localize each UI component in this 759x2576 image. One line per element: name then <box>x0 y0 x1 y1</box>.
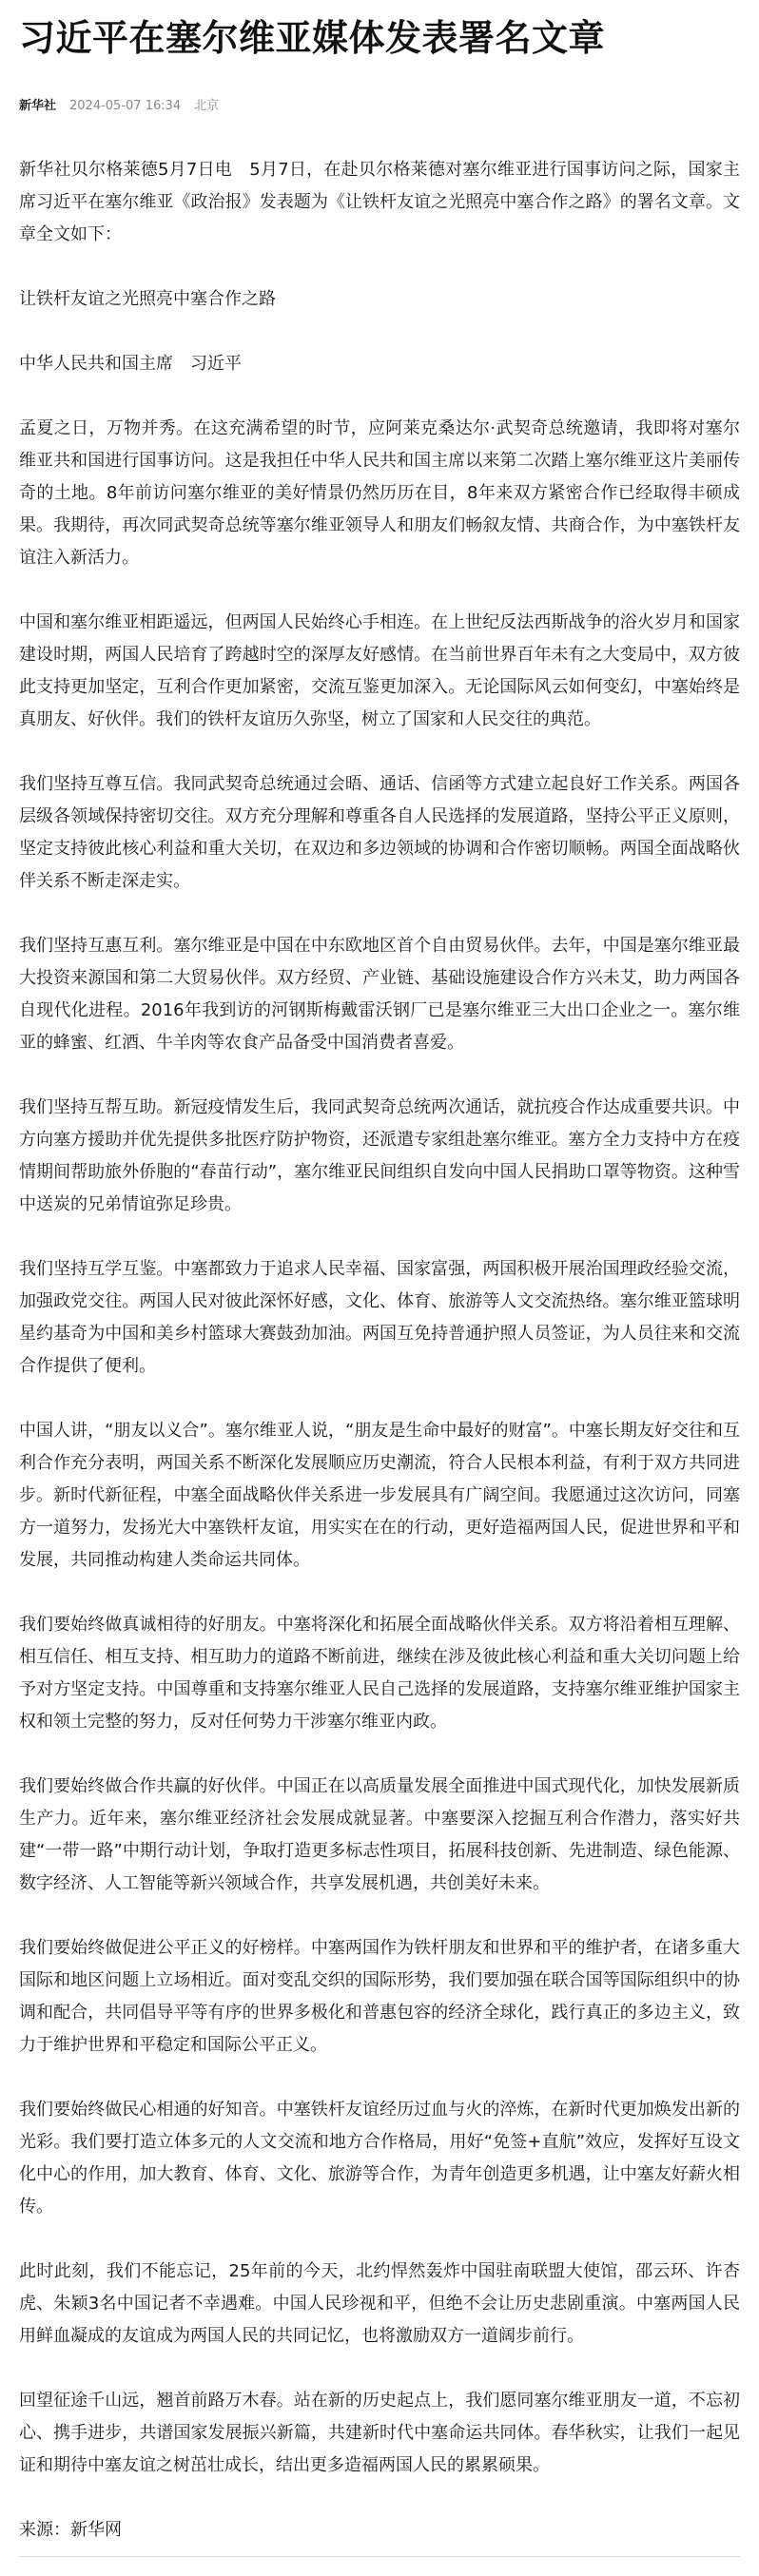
paragraph: 我们要始终做促进公平正义的好榜样。中塞两国作为铁杆朋友和世界和平的维护者，在诸多重大国际和地区问题上立场相近。面对变乱交织的国际形势，我们要加强在联合国等国际组织中的协调和配合，共同倡导平等有序的世界多极化和普惠包容的经济全球化，践行真正的多边主义，致力于维护世界和平稳定和国际公平正义。 <box>19 1938 740 2055</box>
essay-title: 让铁杆友谊之光照亮中塞合作之路 <box>19 289 276 309</box>
article-location: 北京 <box>194 99 220 113</box>
bottom-divider <box>19 2556 740 2557</box>
footer-source: 来源：新华网 <box>19 2520 122 2540</box>
paragraph: 孟夏之日，万物并秀。在这充满希望的时节，应阿莱克桑达尔·武契奇总统邀请，我即将对塞尔维亚共和国进行国事访问。这是我担任中华人民共和国主席以来第二次踏上塞尔维亚这片美丽传奇的土地。8年前访问塞尔维亚的美好情景仍然历历在目，8年来双方紧密合作已经取得丰硕成果。我期待，再次同武契奇总统等塞尔维亚领导人和朋友们畅叙友情、共商合作，为中塞铁杆友谊注入新活力。 <box>19 418 740 568</box>
article-datetime: 2024-05-07 16:34 <box>69 99 182 113</box>
paragraph: 我们要始终做民心相通的好知音。中塞铁杆友谊经历过血与火的淬炼，在新时代更加焕发出新的光彩。我们要打造立体多元的人文交流和地方合作格局，用好“免签+直航”效应，发挥好互设文化中心的作用，加大教育、体育、文化、旅游等合作，为青年创造更多机遇，让中塞友好薪火相传。 <box>19 2100 740 2217</box>
paragraph: 中国人讲，“朋友以义合”。塞尔维亚人说，“朋友是生命中最好的财富”。中塞长期友好交往和互利合作充分表明，两国关系不断深化发展顺应历史潮流，符合人民根本利益，有利于双方共同进步。新时代新征程，中塞全面战略伙伴关系进一步发展具有广阔空间。我愿通过这次访问，同塞方一道努力，发扬光大中塞铁杆友谊，用实实在在的行动，更好造福两国人民，促进世界和平和发展，共同推动构建人类命运共同体。 <box>19 1421 740 1570</box>
paragraph: 此时此刻，我们不能忘记，25年前的今天，北约悍然轰炸中国驻南联盟大使馆，邵云环、许杏虎、朱颖3名中国记者不幸遇难。中国人民珍视和平，但绝不会让历史悲剧重演。中塞两国人民用鲜血凝成的友谊成为两国人民的共同记忆，也将激励双方一道阔步前行。 <box>19 2261 740 2346</box>
paragraph: 我们要始终做真诚相待的好朋友。中塞将深化和拓展全面战略伙伴关系。双方将沿着相互理解、相互信任、相互支持、相互助力的道路不断前进，继续在涉及彼此核心利益和重大关切问题上给予对方坚定支持。中国尊重和支持塞尔维亚人民自己选择的发展道路，支持塞尔维亚维护国家主权和领土完整的努力，反对任何势力干涉塞尔维亚内政。 <box>19 1615 740 1732</box>
essay-author: 中华人民共和国主席 习近平 <box>19 354 242 374</box>
paragraph: 我们坚持互尊互信。我同武契奇总统通过会晤、通话、信函等方式建立起良好工作关系。两国各层级各领域保持密切交往。双方充分理解和尊重各自人民选择的发展道路，坚持公平正义原则，坚定支持彼此核心利益和重大关切，在双边和多边领域的协调和合作密切顺畅。两国全面战略伙伴关系不断走深走实。 <box>19 774 740 891</box>
paragraph: 回望征途千山远，翘首前路万木春。站在新的历史起点上，我们愿同塞尔维亚朋友一道，不忘初心、携手进步，共谱国家发展振兴新篇，共建新时代中塞命运共同体。春华秋实，让我们一起见证和期待中塞友谊之树茁壮成长，结出更多造福两国人民的累累硕果。 <box>19 2391 740 2475</box>
paragraph: 我们坚持互学互鉴。中塞都致力于追求人民幸福、国家富强，两国积极开展治国理政经验交流，加强政党交往。两国人民对彼此深怀好感，文化、体育、旅游等人文交流热络。塞尔维亚篮球明星约基奇为中国和美乡村篮球大赛鼓劲加油。两国互免持普通护照人员签证，为人员往来和交流合作提供了便利。 <box>19 1259 740 1376</box>
paragraph: 我们坚持互帮互助。新冠疫情发生后，我同武契奇总统两次通话，就抗疫合作达成重要共识。中方向塞方援助并优先提供多批医疗防护物资，还派遣专家组赴塞尔维亚。塞方全力支持中方在疫情期间帮助旅外侨胞的“春苗行动”，塞尔维亚民间组织自发向中国人民捐助口罩等物资。这种雪中送炭的兄弟情谊弥足珍贵。 <box>19 1097 740 1214</box>
article-title: 习近平在塞尔维亚媒体发表署名文章 <box>19 17 606 59</box>
article-source[interactable]: 新华社 <box>19 99 57 113</box>
paragraph: 我们要始终做合作共赢的好伙伴。中国正在以高质量发展全面推进中国式现代化，加快发展新质生产力。近年来，塞尔维亚经济社会发展成就显著。中塞要深入挖掘互利合作潜力，落实好共建“一带一路”中期行动计划，争取打造更多标志性项目，拓展科技创新、先进制造、绿色能源、数字经济、人工智能等新兴领域合作，共享发展机遇，共创美好未来。 <box>19 1776 740 1893</box>
paragraph: 我们坚持互惠互利。塞尔维亚是中国在中东欧地区首个自由贸易伙伴。去年，中国是塞尔维亚最大投资来源国和第二大贸易伙伴。双方经贸、产业链、基础设施建设合作方兴未艾，助力两国各自现代化进程。2016年我到访的河钢斯梅戴雷沃钢厂已是塞尔维亚三大出口企业之一。塞尔维亚的蜂蜜、红酒、牛羊肉等农食产品备受中国消费者喜爱。 <box>19 936 740 1053</box>
article-body <box>19 154 740 2557</box>
paragraph: 新华社贝尔格莱德5月7日电 5月7日，在赴贝尔格莱德对塞尔维亚进行国事访问之际，国家主席习近平在塞尔维亚《政治报》发表题为《让铁杆友谊之光照亮中塞合作之路》的署名文章。文章全文如下： <box>19 160 740 244</box>
paragraph: 中国和塞尔维亚相距遥远，但两国人民始终心手相连。在上世纪反法西斯战争的浴火岁月和国家建设时期，两国人民培育了跨越时空的深厚友好感情。在当前世界百年未有之大变局中，双方彼此支持更加坚定，互利合作更加紧密，交流互鉴更加深入。无论国际风云如何变幻，中塞始终是真朋友、好伙伴。我们的铁杆友谊历久弥坚，树立了国家和人民交往的典范。 <box>19 612 740 729</box>
article-meta <box>19 97 740 116</box>
